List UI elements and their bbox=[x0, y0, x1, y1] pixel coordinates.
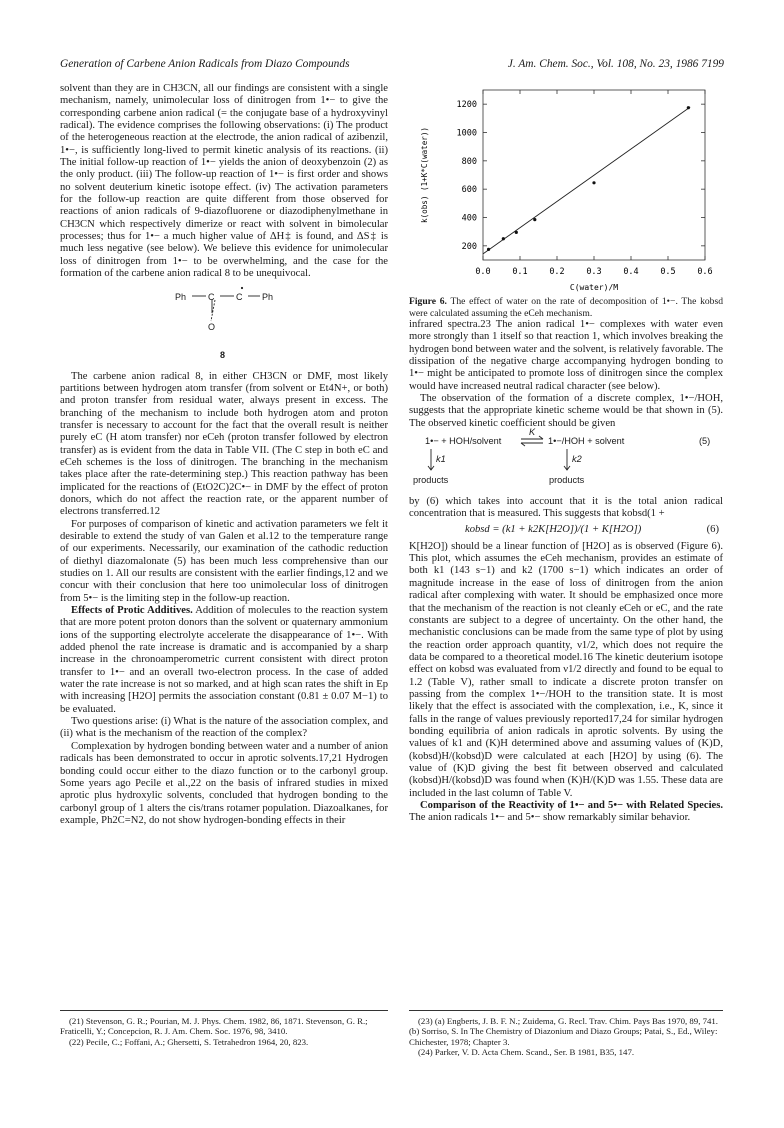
left-paragraph-5: Two questions arise: (i) What is the nature of the association complex, and (ii) what is the mechanism of the reaction of the complex? bbox=[60, 716, 388, 740]
footnotes-left bbox=[60, 1010, 388, 1047]
structure-ph-left: Ph bbox=[175, 291, 187, 302]
scheme-reactants: 1•− + HOH/solvent bbox=[425, 436, 502, 447]
right-column bbox=[409, 83, 723, 825]
right-paragraph-5 bbox=[409, 800, 723, 825]
left-paragraph-2: The carbene anion radical 8, in either CH3CN or DMF, most likely partitions between hydrogen atom transfer (from solvent or Et4N+, or both) and proton transfer from residual water, always present in excess. The branching of the mechanism to include both hydrogen atom and proton transfer is necessary to account for the fact that the overall result is neither purely eC (H atom transfer) nor eCeh (proton transfer followed by electron transfer) as is evident from the data in Table VII. (The C step in both eC and eCeh schemes is the loss of dinitrogen. The branching in the mechanism takes place after the rate-determining step.) This reaction pathway has been implicated for the reactions of (EtO2C)2C•− in DMF by the effect of proton donors, which do not affect the reaction rate, or the apparent number of electrons transferred.12 bbox=[60, 370, 388, 518]
structure-label: 8 bbox=[220, 349, 226, 360]
y-tick-label: 1200 bbox=[456, 100, 477, 111]
scheme-k2: k2 bbox=[572, 454, 582, 465]
structure-c-right: C bbox=[236, 291, 243, 302]
y-tick-label: 400 bbox=[461, 213, 477, 224]
page-header bbox=[60, 58, 724, 74]
running-title: Generation of Carbene Anion Radicals from Diazo Compounds bbox=[60, 58, 350, 70]
y-tick-label: 1000 bbox=[456, 128, 477, 139]
left-paragraph-6: Complexation by hydrogen bonding between water and a number of anion radicals has been demonstrated to occur in aprotic solvents.17,21 Hydrogen bonding could occur either to the diazo function or to the carbonyl group. Some years ago Pecile et al.,22 on the basis of infrared studies in mixed aprotic plus hydroxylic solvents, concluded that hydrogen bonding to the carbonyl group of 1 alters the cis/trans rotamer population. Diazoalkanes, for example, Ph2C=N2, do not show hydrogen-bonding effects in their bbox=[60, 740, 388, 826]
y-axis-label: k(obs) (1+K*C(water)) bbox=[420, 126, 429, 224]
left-column bbox=[60, 83, 388, 827]
right-paragraph-4: K[H2O]) should be a linear function of [H2O] as is observed (Figure 6). This plot, which assumes the eCeh mechanism, provides an estimate of both k1 (143 s−1) and k2 (1700 s−1) which indicates an order of magnitude increase in the ease of loss of dinitrogen from the anion radical after complexing with water. It should be emphasized once more that the mechanism of the reaction is not cleanly eCeh or eC, and the rate constants are subject to a degree of uncertainty. On the other hand, the mechanistic conclusions can be made from the same type of plot by using the reaction order approach quantity, ν1/2, which does not require the data be compared to a theoretical model.16 The kinetic deuterium isotope effect on kobsd was evaluated from ν1/2 directly and found to be equal to 1.2 (Table V), rather small to indicate a discrete proton transfer on passing from the complex 1•−/HOH to the transition state. It is most likely that the effect is associated with the complexation, i.e., K, since it falls in the range of values previously reported17,24 for similar hydrogen bonding equilibria of anion radicals in aprotic solvents. By using the values of k1 and (K)H determined above and assuming values of (K)D, (kobsd)H/(kobsd)D were calculated at each [H2O] by using (6). The value of (K)D giving the best fit between observed and calculated (kobsd)H/(kobsd)D was found when (K)H/(K)D was 1.55. These data are included in the last column of Table V. bbox=[409, 540, 723, 799]
footnote-24: (24) Parker, V. D. Acta Chem. Scand., Ser. B 1981, B35, 147. bbox=[418, 1046, 635, 1057]
structure-8 bbox=[60, 285, 388, 365]
footnote-rule-left bbox=[60, 1010, 388, 1011]
section-heading-comparison: Comparison of the Reactivity of 1•− and 5•− with Related Species. bbox=[420, 800, 723, 811]
figure-6-chart bbox=[409, 83, 723, 296]
y-tick-label: 800 bbox=[461, 156, 477, 167]
left-paragraph-4-text: Addition of molecules to the reaction system that are more potent proton donors than the solvent or quaternary ammonium ions of the supporting electrolyte accelerate the disappearance of 1•−. With added phenol the rate increase is dramatic and is accompanied by a sharp increase in the chronoamperometric current consistent with direct proton transfer to 1•− and an overall two-electron process. In the case of added water the rate increase is not so marked, and at high scan rates the shift in Ep with increasing [H2O] permits the association constant (0.81 ± 0.07 M−1) to be evaluated. bbox=[60, 605, 388, 715]
data-point bbox=[502, 237, 505, 240]
scheme-number: (5) bbox=[699, 436, 711, 447]
journal-citation: J. Am. Chem. Soc., Vol. 108, No. 23, 1986 7199 bbox=[507, 58, 724, 70]
data-point bbox=[487, 248, 490, 251]
section-heading-protic: Effects of Protic Additives. bbox=[71, 605, 193, 617]
x-tick-label: 0.2 bbox=[549, 267, 565, 277]
x-tick-label: 0.4 bbox=[623, 267, 639, 277]
scheme-equilibrium-k: K bbox=[529, 427, 536, 438]
left-paragraph-3: For purposes of comparison of kinetic and activation parameters we felt it desirable to extend the study of van Galen et al.12 to the temperature range of our experiments. Necessarily, our examination of the cathodic reduction of diethyl diazomalonate (5) has been much less comprehensive than our studies on 1. All our results are consistent with the earlier findings,12 and we concur with their conclusion that here too unimolecular loss of dinitrogen from 5•− is the limiting step in the follow-up reaction. bbox=[60, 518, 388, 604]
left-paragraph-4 bbox=[60, 605, 388, 716]
structure-c-left: C bbox=[208, 291, 215, 302]
figure-6-caption-label: Figure 6. bbox=[409, 296, 447, 307]
footnote-23: (23) (a) Engberts, J. B. F. N.; Zuidema, G. Recl. Trav. Chim. Pays Bas 1970, 89, 741. (b) Sorriso, S. In The Chemistry of Diazonium and Diazo Groups; Patai, S., Ed., Wiley: Chichester, 1978; Chapter 3. bbox=[409, 1016, 718, 1047]
scheme-complex: 1•−/HOH + solvent bbox=[548, 436, 625, 447]
data-point bbox=[687, 106, 690, 109]
right-paragraph-2: The observation of the formation of a discrete complex, 1•−/HOH, suggests that the appropriate kinetic scheme would be that shown in (5). The observed kinetic coefficient should be given bbox=[409, 393, 723, 429]
right-paragraph-3: by (6) which takes into account that it is the total anion radical concentration that is measured. This suggests that kobsd(1 + bbox=[409, 496, 723, 520]
footnotes-right bbox=[409, 1010, 723, 1057]
y-tick-label: 600 bbox=[461, 185, 477, 196]
figure-6 bbox=[409, 83, 723, 296]
x-tick-label: 0.1 bbox=[512, 267, 528, 277]
structure-ph-right: Ph bbox=[262, 291, 274, 302]
footnote-22: (22) Pecile, C.; Foffani, A.; Ghersetti, S. Tetrahedron 1964, 20, 823. bbox=[69, 1036, 309, 1047]
equation-6-body: kobsd = (k1 + k2K[H2O])/(1 + K[H2O]) bbox=[465, 523, 642, 535]
data-point bbox=[592, 181, 595, 184]
footnote-rule-right bbox=[409, 1010, 723, 1011]
equation-6 bbox=[409, 524, 723, 538]
figure-6-caption bbox=[409, 296, 723, 319]
data-point bbox=[515, 231, 518, 234]
left-paragraph-1: solvent than they are in CH3CN, all our findings are consistent with a single mechanism, namely, unimolecular loss of dinitrogen from 1•− to give the corresponding carbene anion radical (= the conjugate base of a hydroxyvinyl radical). The evidence comprises the following observations: (i) The product of the heterogeneous reaction at the electrode, the anion radical of azibenzil, 1•−, is sufficiently long-lived to permit kinetic analysis of its reactions. (ii) The initial follow-up reaction of 1•− yields the anion of deoxybenzoin (2) as the only product. (iii) The follow-up reaction of 1•− is first order and shows no solvent deuterium kinetic isotope effect. (iv) The activation parameters for the follow-up reaction are quite different from those observed for reactions of anion radicals of 9-diazofluorene or diazodiphenylmethane in CH3CN which respectively dimerize or react with solvent in bimolecular processes; thus for 1•− a much higher value of ΔH‡ is found, and ΔS‡ is much less negative (see below). We believe this evidence for unimolecular loss of dinitrogen from 1•− to be overwhelming, and the case for the formation of the carbene anion radical 8 to be unequivocal. bbox=[60, 83, 388, 280]
x-tick-label: 0.5 bbox=[660, 267, 676, 277]
data-point bbox=[533, 218, 536, 221]
structure-oxygen: O bbox=[208, 321, 216, 332]
right-paragraph-5-text: The anion radicals 1•− and 5•− show remarkably similar behavior. bbox=[409, 812, 691, 824]
x-tick-label: 0.3 bbox=[586, 267, 602, 277]
scheme-k1: k1 bbox=[436, 454, 446, 465]
figure-6-caption-text: The effect of water on the rate of decomposition of 1•−. The kobsd were calculated assuming the eCeh mechanism. bbox=[409, 296, 723, 319]
footnote-21: (21) Stevenson, G. R.; Pourian, M. J. Phys. Chem. 1982, 86, 1871. Stevenson, G. R.; Fraticelli, Y.; Concepcion, R. J. Am. Chem. Soc. 1976, 98, 3410. bbox=[60, 1016, 368, 1037]
right-paragraph-1: infrared spectra.23 The anion radical 1•− complexes with water even more strongly than 1 itself so that reaction 1, which involves breaking the hydrogen bond between water and the solvent, is relatively favorable. The dissipation of the negative charge accompanying hydrogen bonding to 1•− might be anticipated to promote loss of dinitrogen since the complex would have increased neutral radical character (see below). bbox=[409, 319, 723, 392]
y-tick-label: 200 bbox=[461, 241, 477, 252]
fit-line bbox=[483, 107, 690, 254]
x-tick-label: 0.6 bbox=[697, 267, 713, 277]
x-axis-label: C(water)/M bbox=[569, 283, 619, 292]
scheme-products-right: products bbox=[549, 475, 585, 486]
scheme-5 bbox=[409, 427, 723, 490]
equation-6-number: (6) bbox=[706, 523, 719, 535]
x-tick-label: 0.0 bbox=[475, 267, 491, 277]
scheme-products-left: products bbox=[413, 475, 449, 486]
